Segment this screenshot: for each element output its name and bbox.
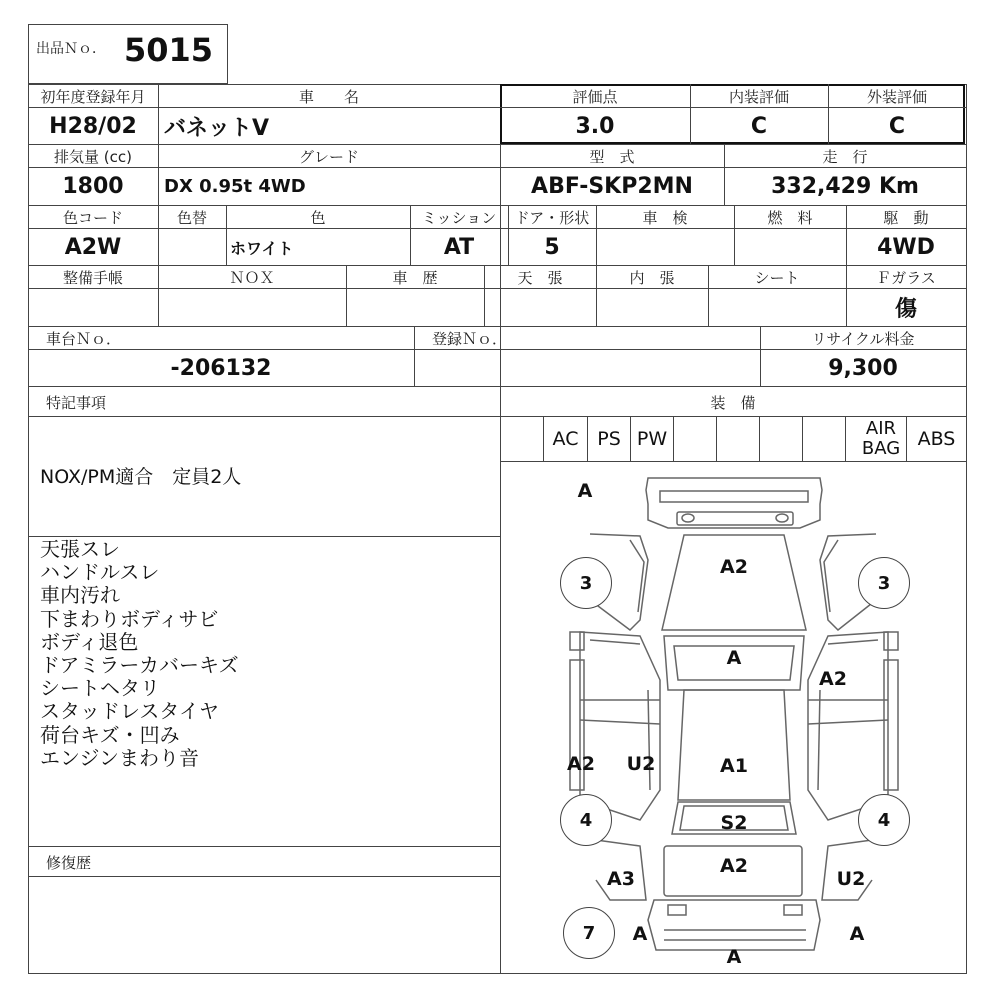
equipment-airbag: AIR BAG xyxy=(861,418,901,459)
car-name-value: バネットV xyxy=(164,115,270,141)
inspection-value xyxy=(596,229,734,265)
lining-value xyxy=(596,289,708,326)
right-rear-tire: 4 xyxy=(858,794,910,846)
exterior-value: C xyxy=(888,113,906,139)
inspector-note: 荷台キズ・凹み xyxy=(40,722,180,747)
inspector-note: スタッドレスタイヤ xyxy=(40,699,219,724)
model-value: ABF-SKP2MN xyxy=(531,174,693,199)
lining-label: 内 張 xyxy=(629,268,675,287)
equipment-pw: PW xyxy=(636,428,668,450)
equipment-item xyxy=(846,417,856,461)
damage-bed: A2 xyxy=(720,855,748,877)
damage-windshield: A xyxy=(726,647,742,669)
fglass-value: 傷 xyxy=(894,297,917,322)
recycle-label: リサイクル料金 xyxy=(811,329,915,348)
door-label: ドア・形状 xyxy=(514,208,590,227)
inspector-note: ボディ退色 xyxy=(40,629,139,654)
sunroof-label: 天 張 xyxy=(517,268,563,287)
repaint-value xyxy=(158,229,226,265)
first-reg-value: H28/02 xyxy=(49,113,137,139)
damage-hood: A2 xyxy=(720,556,748,578)
equipment-ps: PS xyxy=(597,428,621,450)
color-code-label: 色コード xyxy=(62,208,123,227)
chassis-label: 車台Ｎｏ． xyxy=(46,329,122,348)
fuel-value xyxy=(734,229,846,265)
mission-label: ミッション xyxy=(421,208,497,227)
equipment-abs: ABS xyxy=(917,428,956,450)
repaint-label: 色替 xyxy=(176,208,207,227)
damage-left-quarter: A3 xyxy=(607,868,635,890)
damage-right-bumper: A xyxy=(849,923,865,945)
inspector-note: 天張スレ xyxy=(40,537,120,561)
fuel-label: 燃 料 xyxy=(767,208,813,227)
displacement-label: 排気量 (cc) xyxy=(54,147,132,166)
model-label: 型 式 xyxy=(589,147,635,166)
special-notes-text: NOX/PM適合 定員2人 xyxy=(40,465,242,488)
equipment-item xyxy=(717,417,759,461)
grade-label: グレード xyxy=(298,147,359,166)
inspector-note: ドアミラーカバーキズ xyxy=(40,653,239,678)
drive-label: 駆 動 xyxy=(883,208,929,227)
fglass-label: Ｆガラス xyxy=(876,268,936,287)
equipment-ac: AC xyxy=(552,428,579,450)
inspector-note: ハンドルスレ xyxy=(40,560,160,585)
equipment-item xyxy=(760,417,802,461)
grade-value: DX 0.95t 4WD xyxy=(164,176,306,197)
color-value: ホワイト xyxy=(230,238,294,258)
seat-label: シート xyxy=(754,268,800,287)
damage-rear-bumper: A xyxy=(726,946,742,968)
damage-right-front-door: A2 xyxy=(819,668,847,690)
spare-tire: 7 xyxy=(563,907,615,959)
inspector-notes xyxy=(40,538,495,770)
car-diagram xyxy=(501,462,966,973)
history-value xyxy=(346,289,484,326)
color-label: 色 xyxy=(310,208,326,227)
damage-rear-glass: S2 xyxy=(720,812,748,834)
service-label: 整備手帳 xyxy=(62,268,123,287)
interior-label: 内装評価 xyxy=(728,87,789,106)
chassis-value: -206132 xyxy=(170,355,272,381)
damage-right-quarter: U2 xyxy=(836,868,866,890)
inspector-note: 下まわりボディサビ xyxy=(40,606,219,631)
displacement-value: 1800 xyxy=(62,174,124,199)
nox-value xyxy=(158,289,346,326)
score-value: 3.0 xyxy=(575,113,615,139)
score-label: 評価点 xyxy=(572,87,618,106)
regno-value xyxy=(414,350,760,386)
mileage-label: 走 行 xyxy=(822,147,868,166)
mileage-value: 332,429 Km xyxy=(771,174,919,199)
damage-left-bumper: A xyxy=(632,923,648,945)
special-notes-label: 特記事項 xyxy=(46,393,107,412)
right-front-tire: 3 xyxy=(858,557,910,609)
recycle-value: 9,300 xyxy=(828,355,898,381)
equipment-item xyxy=(674,417,716,461)
first-reg-label: 初年度登録年月 xyxy=(40,87,146,106)
inspector-note: 車内汚れ xyxy=(40,583,120,608)
service-value xyxy=(28,289,158,326)
nox-label: ＮＯＸ xyxy=(229,268,275,287)
inspector-note: エンジンまわり音 xyxy=(40,745,199,770)
equipment-item xyxy=(803,417,845,461)
left-front-tire: 3 xyxy=(560,557,612,609)
exterior-label: 外装評価 xyxy=(866,87,927,106)
equipment-item xyxy=(501,417,543,461)
repair-history-label: 修復歴 xyxy=(46,853,92,872)
equipment-label: 装 備 xyxy=(710,393,756,412)
inspector-note: シートヘタリ xyxy=(40,676,160,701)
mission-value: AT xyxy=(443,234,475,260)
lot-label: 出品Ｎｏ． xyxy=(36,41,106,57)
sunroof-value xyxy=(484,289,596,326)
lot-number: 5015 xyxy=(124,31,214,69)
damage-left-rear-panel: A2 xyxy=(567,753,595,775)
interior-value: C xyxy=(750,113,768,139)
damage-front: A xyxy=(577,480,593,502)
inspection-label: 車 検 xyxy=(642,208,688,227)
color-code-value: A2W xyxy=(64,234,122,260)
history-label: 車 歴 xyxy=(392,268,438,287)
seat-value xyxy=(708,289,846,326)
damage-roof: A1 xyxy=(720,755,748,777)
door-value: 5 xyxy=(544,234,560,260)
drive-value: 4WD xyxy=(877,234,935,260)
left-rear-tire: 4 xyxy=(560,794,612,846)
regno-label: 登録Ｎｏ． xyxy=(432,329,508,348)
damage-left-rear-door: U2 xyxy=(626,753,656,775)
car-name-label: 車 名 xyxy=(298,87,359,106)
